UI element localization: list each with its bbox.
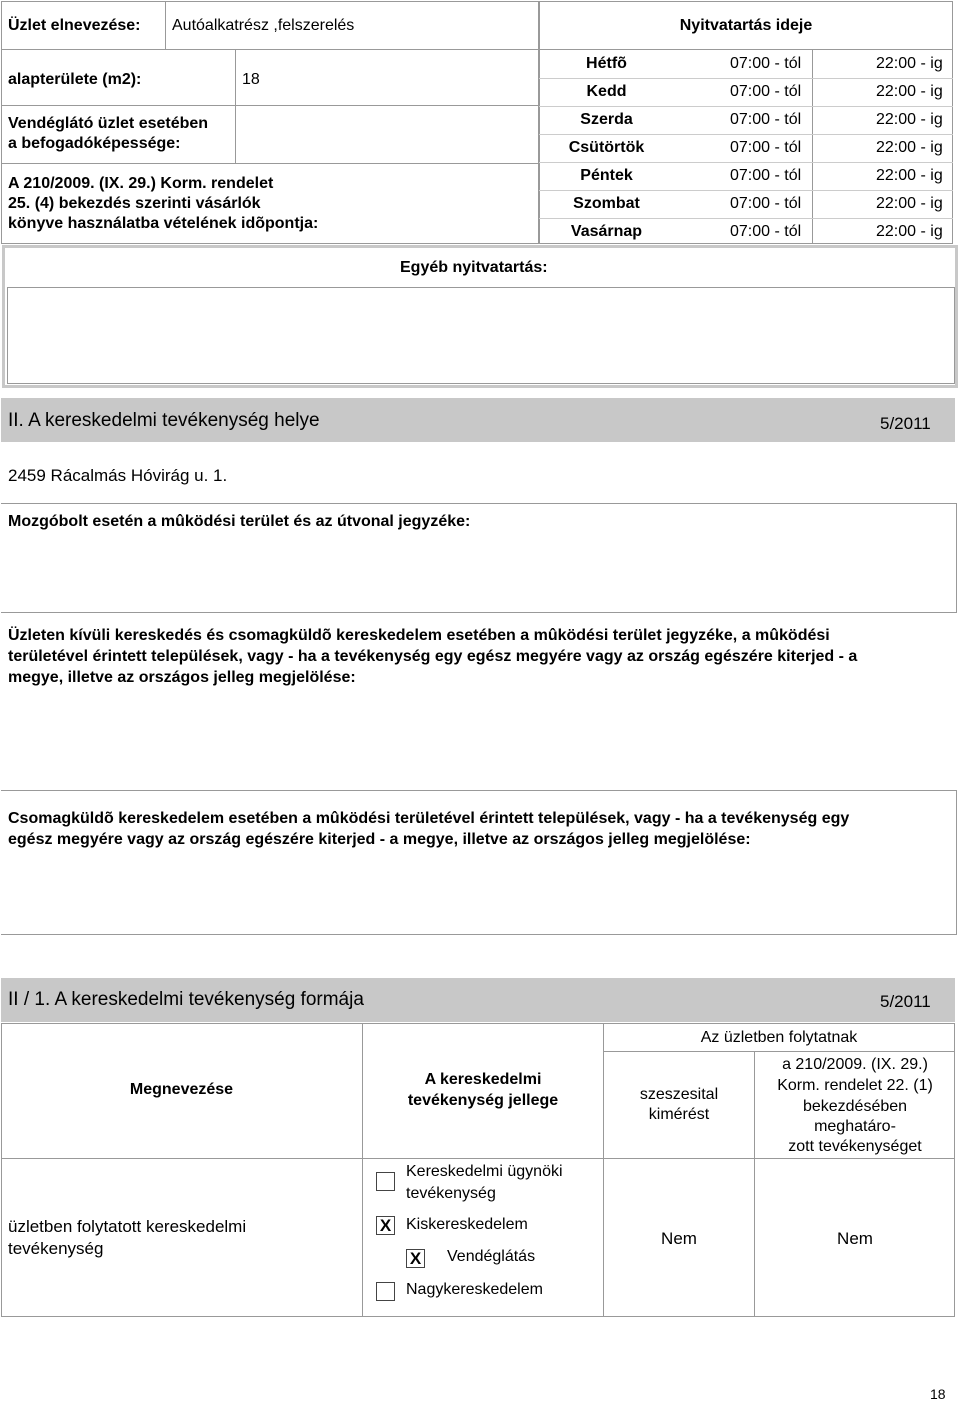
col-regulated-header-3: bekezdésében [802,1098,908,1115]
section2-title: II. A kereskedelmi tevékenység helye [8,410,320,431]
hours-from: 07:00 - tól [730,83,802,100]
hours-to: 22:00 - ig [876,167,943,184]
regulated-value: Nem [837,1229,873,1248]
other-hours-label: Egyéb nyitvatartás: [400,259,548,276]
col-regulated-header-4: meghatáro- [814,1118,896,1135]
section21-ref: 5/2011 [880,992,931,1011]
hours-to: 22:00 - ig [876,223,943,240]
opening-hours-title: Nyitvatartás ideje [679,17,813,34]
day-label: Hétfõ [586,55,627,72]
activity-option-label: Kereskedelmi ügynöki [406,1163,563,1180]
col-alcohol-header-1: szeszesital [639,1086,719,1103]
col-nature-header-1: A kereskedelmi [424,1071,542,1088]
hours-to: 22:00 - ig [876,111,943,128]
activity-option-label: tevékenység [406,1185,496,1202]
col-nature-header-2: tevékenység jellege [407,1092,559,1109]
activity-option-label: Vendéglátás [447,1248,536,1265]
col-name-header: Megnevezése [129,1081,234,1098]
section21-title: II / 1. A kereskedelmi tevékenység formája [8,989,364,1010]
activity-checkbox[interactable]: X [376,1216,395,1235]
location-address: 2459 Rácalmás Hóvirág u. 1. [8,466,228,485]
hours-from: 07:00 - tól [730,195,802,212]
col-conducted-header: Az üzletben folytatnak [700,1029,858,1046]
hours-from: 07:00 - tól [730,55,802,72]
col-alcohol-header-2: kimérést [648,1106,710,1123]
activity-checkbox[interactable] [376,1172,395,1191]
day-label: Vasárnap [570,223,643,240]
hours-to: 22:00 - ig [876,55,943,72]
row-name-1: üzletben folytatott kereskedelmi [8,1217,247,1236]
page-number: 18 [930,1386,946,1402]
hours-to: 22:00 - ig [876,83,943,100]
col-regulated-header-1: a 210/2009. (IX. 29.) [782,1056,928,1073]
decree-label-1: A 210/2009. (IX. 29.) Korm. rendelet [8,175,274,192]
activity-option-label: Nagykereskedelem [406,1281,543,1298]
hours-to: 22:00 - ig [876,139,943,156]
mobile-shop-label: Mozgóbolt esetén a mûködési terület és az útvonal jegyzéke: [8,513,471,530]
area-label: alapterülete (m2): [8,71,142,88]
capacity-label-2: a befogadóképessége: [8,135,181,152]
capacity-label-1: Vendéglátó üzlet esetében [8,115,209,132]
mail-order-label-1: Csomagküldõ kereskedelem esetében a mûködési területével érintett települések, vagy - ha a tevékenység egy [8,810,850,827]
mail-order-label-2: egész megyére vagy az ország egészére kiterjed - a megye, illetve az országos jelleg megjelölése: [8,831,751,848]
col-regulated-header-2: Korm. rendelet 22. (1) [777,1077,933,1094]
activity-option-label: Kiskereskedelem [406,1216,528,1233]
alcohol-value: Nem [661,1229,697,1248]
day-label: Csütörtök [568,139,645,156]
day-label: Szerda [580,111,633,128]
section2-ref: 5/2011 [880,414,931,433]
row-name-2: tevékenység [8,1239,104,1258]
day-label: Kedd [586,83,627,100]
decree-label-3: könyve használatba vételének idõpontja: [8,215,319,232]
hours-to: 22:00 - ig [876,195,943,212]
hours-from: 07:00 - tól [730,223,802,240]
day-label: Szombat [573,195,640,212]
hours-from: 07:00 - tól [730,111,802,128]
col-regulated-header-5: zott tevékenységet [788,1138,922,1155]
area-value: 18 [242,71,260,88]
day-label: Péntek [580,167,633,184]
decree-label-2: 25. (4) bekezdés szerinti vásárlók [8,195,261,212]
hours-from: 07:00 - tól [730,139,802,156]
hours-from: 07:00 - tól [730,167,802,184]
outside-trade-label-2: területével érintett települések, vagy - ha a tevékenység egy egész megyére vagy az ország egészére kiterjed - a [8,648,858,665]
shop-name-value: Autóalkatrész ,felszerelés [172,17,355,34]
outside-trade-label-1: Üzleten kívüli kereskedés és csomagküldõ kereskedelem esetében a mûködési terület jegyzéke, a mûködési [8,627,830,644]
activity-checkbox[interactable]: X [406,1249,425,1268]
activity-checkbox[interactable] [376,1282,395,1301]
outside-trade-label-3: megye, illetve az országos jelleg megjelölése: [8,669,356,686]
shop-name-label: Üzlet elnevezése: [8,17,141,34]
